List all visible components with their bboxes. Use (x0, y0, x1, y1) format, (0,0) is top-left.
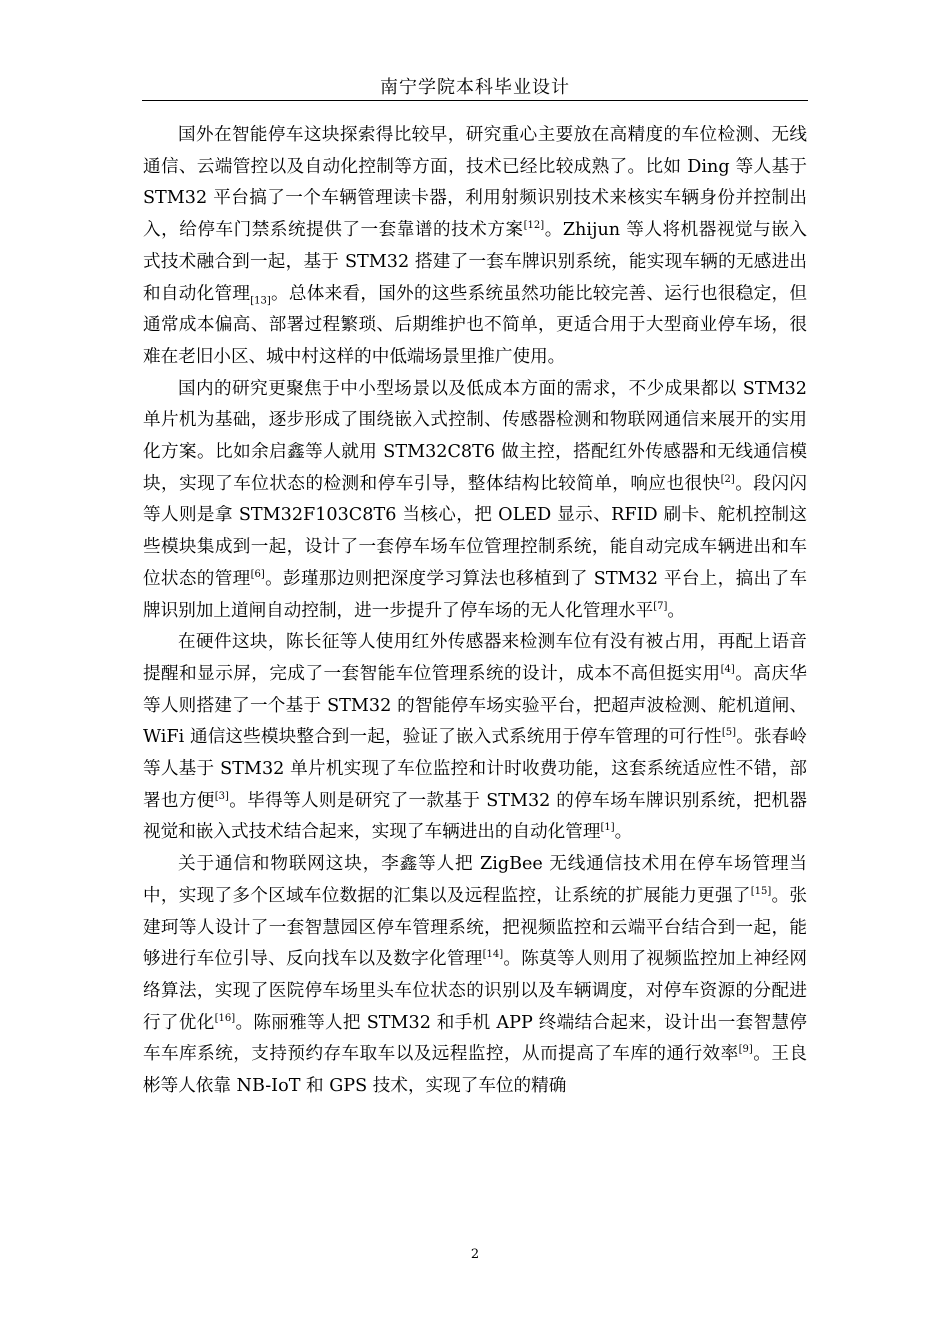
paragraph-text: 。总体来看，国外的这些系统虽然功能比较完善、运行也很稳定，但通常成本偏高、部署过程繁琐、后期维护也不简单，更适合用于大型商业停车场，很难在老旧小区、城中村这样的中低端场景里推广使用。 (143, 283, 807, 367)
body-paragraph (143, 849, 807, 1103)
paragraph-text: 。段闪闪等人则是拿 STM32F103C8T6 当核心，把 OLED 显示、RFID 刷卡、舵机控制这些模块集成到一起，设计了一套停车场车位管理控制系统，能自动完成车辆进出和车位状态的管理 (143, 473, 807, 589)
body-paragraph (143, 120, 807, 374)
citation-mark: [3] (214, 790, 229, 802)
citation-mark: [12] (523, 220, 545, 232)
paragraph-text: 。毕得等人则是研究了一款基于 STM32 的停车场车牌识别系统，把机器视觉和嵌入式技术结合起来，实现了车辆进出的自动化管理 (143, 790, 807, 843)
paragraph-text: 。高庆华等人则搭建了一个基于 STM32 的智能停车场实验平台，把超声波检测、舵机道闸、WiFi 通信这些模块整合到一起，验证了嵌入式系统用于停车管理的可行性 (143, 663, 807, 748)
paragraph-text: 关于通信和物联网这块，李鑫等人把 ZigBee 无线通信技术用在停车场管理当中，实现了多个区域车位数据的汇集以及远程监控，让系统的扩展能力更强了 (143, 854, 807, 906)
citation-mark: [1] (600, 822, 615, 834)
page-number: 2 (470, 1247, 480, 1262)
header-divider (142, 100, 808, 101)
paragraph-text: 。陈丽雅等人把 STM32 和手机 APP 终端结合起来，设计出一套智慧停车车库系统，支持预约存车取车以及远程监控，从而提高了车库的通行效率 (143, 1012, 807, 1065)
paragraph-text: 国外在智能停车这块探索得比较早，研究重心主要放在高精度的车位检测、无线通信、云端管控以及自动化控制等方面，技术已经比较成熟了。比如 Ding 等人基于 STM32 平台搞了一个车辆管理读卡器，利用射频识别技术来核实车辆身份并控制出入，给停车门禁系统提供了一套靠谱的技术方案 (143, 125, 807, 241)
body-paragraph (143, 627, 807, 849)
paragraph-text: 。张春岭等人基于 STM32 单片机实现了车位监控和计时收费功能，这套系统适应性不错，部署也方便 (143, 727, 807, 811)
citation-mark: [5] (721, 727, 737, 739)
citation-mark: [6] (250, 568, 265, 580)
paragraph-text: 。 (667, 600, 686, 621)
body-text (143, 120, 807, 1103)
citation-mark: [15] (750, 886, 772, 898)
paragraph-text: 。 (614, 822, 633, 843)
citation-mark: [2] (720, 473, 735, 485)
citation-mark: [7] (653, 600, 668, 612)
citation-mark: [14] (482, 949, 504, 961)
citation-mark: [4] (720, 664, 735, 676)
paragraph-text: 。Zhijun 等人将机器视觉与嵌入式技术融合到一起，基于 STM32 搭建了一套车牌识别系统，能实现车辆的无感进出和自动化管理 (143, 220, 807, 304)
citation-mark: [13] (250, 295, 271, 307)
body-paragraph (143, 374, 807, 628)
paragraph-text: 。张建珂等人设计了一套智慧园区停车管理系统，把视频监控和云端平台结合到一起，能够进行车位引导、反向找车以及数字化管理 (143, 885, 807, 970)
page-header-title: 南宁学院本科毕业设计 (380, 77, 570, 98)
paragraph-text: 在硬件这块，陈长征等人使用红外传感器来检测车位有没有被占用，再配上语音提醒和显示屏，完成了一套智能车位管理系统的设计，成本不高但挺实用 (143, 632, 807, 684)
paragraph-text: 。王良彬等人依靠 NB-IoT 和 GPS 技术，实现了车位的精确 (143, 1044, 807, 1097)
paragraph-text: 国内的研究更聚焦于中小型场景以及低成本方面的需求，不少成果都以 STM32 单片机为基础，逐步形成了围绕嵌入式控制、传感器检测和物联网通信来展开的实用化方案。比如余启鑫等人就用 STM32C8T6 做主控，搭配红外传感器和无线通信模块，实现了车位状态的检测和停车引导，整体结构比较简单，响应也很快 (143, 378, 807, 494)
citation-mark: [9] (738, 1044, 753, 1056)
citation-mark: [16] (214, 1012, 236, 1024)
paragraph-text: 。彭瑾那边则把深度学习算法也移植到了 STM32 平台上，搞出了车牌识别加上道闸自动控制，进一步提升了停车场的无人化管理水平 (143, 568, 807, 621)
paragraph-text: 。陈莫等人则用了视频监控加上神经网络算法，实现了医院停车场里头车位状态的识别以及车辆调度，对停车资源的分配进行了优化 (143, 949, 807, 1033)
